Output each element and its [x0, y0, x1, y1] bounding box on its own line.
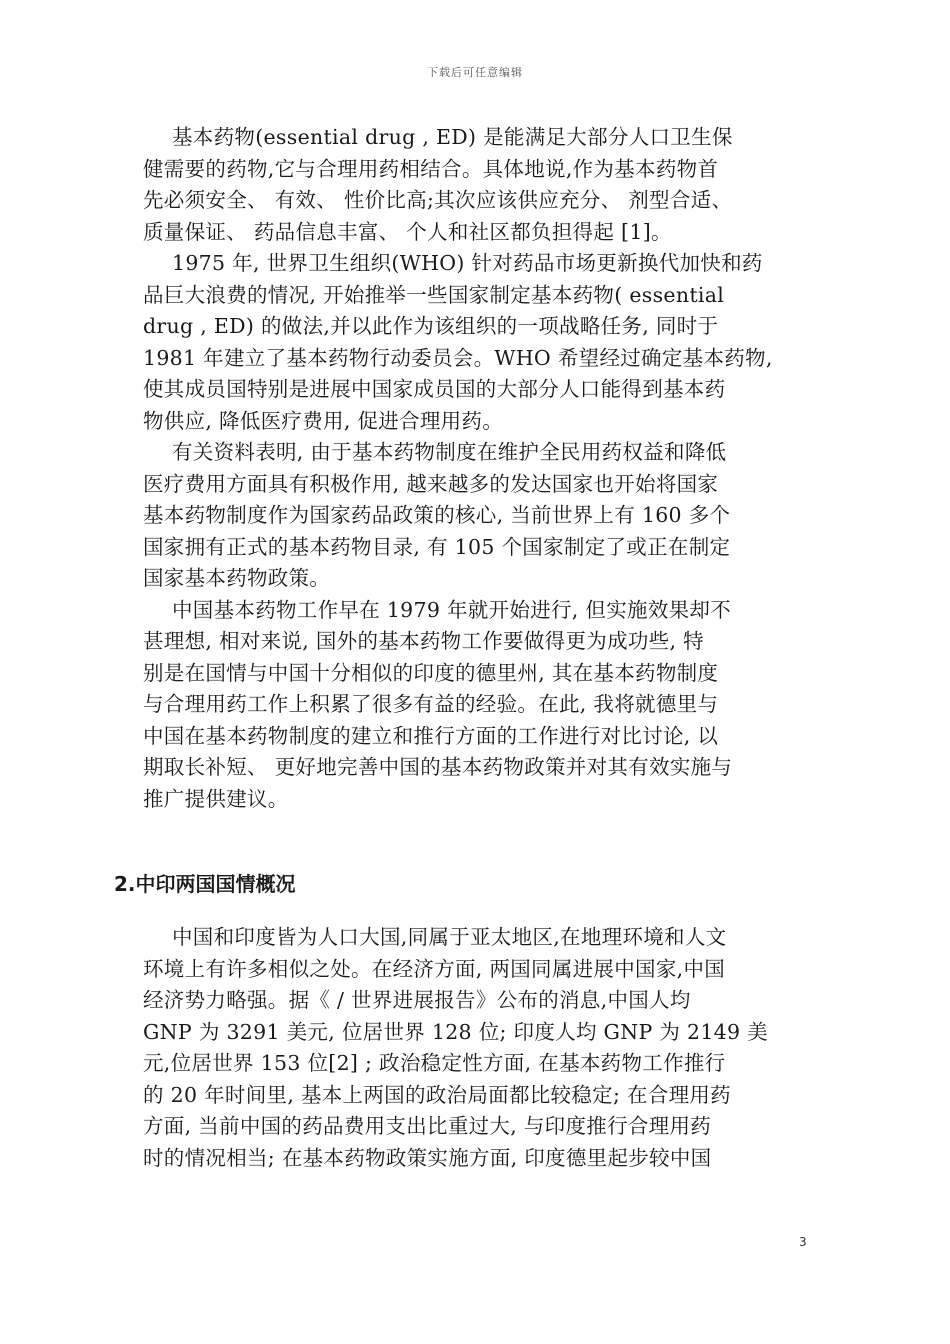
text-line: 时的情况相当; 在基本药物政策实施方面, 印度德里起步较中国	[143, 1145, 712, 1170]
text-line: 基本药物(essential drug , ED) 是能满足大部分人口卫生保	[172, 125, 733, 149]
text-line: 环境上有许多相似之处。在经济方面, 两国同属进展中国家,中国	[143, 956, 726, 981]
text-line: 国家基本药物政策。	[143, 566, 331, 590]
text-line: GNP 为 3291 美元, 位居世界 128 位; 印度人均 GNP 为 2149 美	[143, 1019, 768, 1044]
text-line: 医疗费用方面具有积极作用, 越来越多的发达国家也开始将国家	[143, 471, 719, 496]
text-line: 1975 年, 世界卫生组织(WHO) 针对药品市场更新换代加快和药	[172, 251, 763, 275]
text-line: 别是在国情与中国十分相似的印度的德里州, 其在基本药物制度	[143, 660, 719, 685]
text-line: 方面, 当前中国的药品费用支出比重过大, 与印度推行合理用药	[143, 1114, 712, 1138]
page-header: 下载后可任意编辑	[427, 66, 523, 79]
intro-text-block	[143, 122, 808, 815]
section-text-block	[143, 922, 808, 1174]
text-line: 健需要的药物,它与合理用药相结合。具体地说,作为基本药物首	[143, 156, 719, 181]
text-line: 与合理用药工作上积累了很多有益的经验。在此, 我将就德里与	[143, 692, 719, 716]
text-line: 期取长补短、 更好地完善中国的基本药物政策并对其有效实施与	[143, 755, 733, 779]
text-line: 品巨大浪费的情况, 开始推举一些国家制定基本药物( essential	[143, 282, 725, 307]
text-line: 甚理想, 相对来说, 国外的基本药物工作要做得更为成功些, 特	[143, 629, 704, 653]
text-line: 国家拥有正式的基本药物目录, 有 105 个国家制定了或正在制定	[143, 534, 731, 559]
text-line: 经济势力略强。据《 / 世界进展报告》公布的消息,中国人均	[143, 988, 691, 1012]
text-line: 1981 年建立了基本药物行动委员会。WHO 希望经过确定基本药物,	[143, 345, 773, 370]
text-line: 中国基本药物工作早在 1979 年就开始进行, 但实施效果却不	[172, 597, 732, 622]
text-line: 中国和印度皆为人口大国,同属于亚太地区,在地理环境和人文	[172, 925, 727, 949]
section-heading: 2.中印两国国情概况	[114, 872, 296, 896]
text-line: 先必须安全、 有效、 性价比高;其次应该供应充分、 剂型合适、	[143, 188, 733, 212]
text-line: 质量保证、 药品信息丰富、 个人和社区都负担得起 [1]。	[143, 219, 672, 244]
text-line: 中国在基本药物制度的建立和推行方面的工作进行对比讨论, 以	[143, 723, 719, 748]
page-number: 3	[799, 1235, 807, 1249]
text-line: 基本药物制度作为国家药品政策的核心, 当前世界上有 160 多个	[143, 503, 731, 527]
text-line: 物供应, 降低医疗费用, 促进合理用药。	[143, 408, 504, 433]
text-line: 推广提供建议。	[143, 786, 289, 811]
text-line: 元,位居世界 153 位[2] ; 政治稳定性方面, 在基本药物工作推行	[143, 1051, 726, 1075]
text-line: 有关资料表明, 由于基本药物制度在维护全民用药权益和降低	[172, 440, 727, 464]
text-line: 使其成员国特别是进展中国家成员国的大部分人口能得到基本药	[143, 377, 726, 401]
text-line: 的 20 年时间里, 基本上两国的政治局面都比较稳定; 在合理用药	[143, 1082, 731, 1107]
text-line: drug , ED) 的做法,并以此作为该组织的一项战略任务, 同时于	[143, 314, 719, 338]
